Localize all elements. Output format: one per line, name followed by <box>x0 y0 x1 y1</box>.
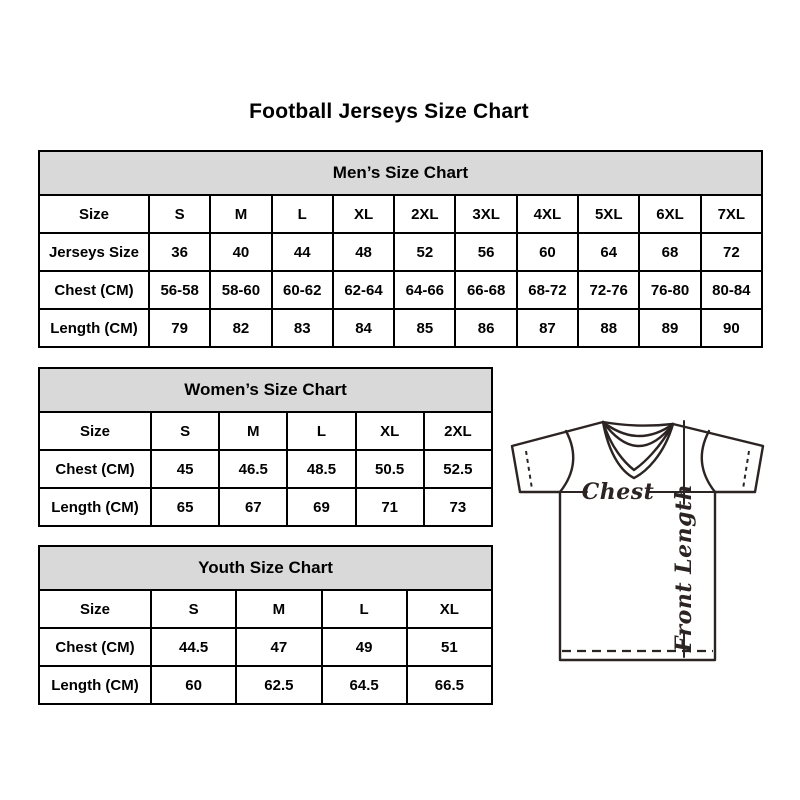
row-header-cell: Jerseys Size <box>39 233 149 271</box>
data-cell: M <box>219 412 287 450</box>
data-cell: 64 <box>578 233 639 271</box>
chest-label: Chest <box>581 479 655 505</box>
data-cell: 90 <box>701 309 762 347</box>
youth-size-table <box>38 545 493 705</box>
row-header-cell: Size <box>39 195 149 233</box>
data-cell: 83 <box>272 309 333 347</box>
data-cell: 72 <box>701 233 762 271</box>
data-cell: L <box>287 412 355 450</box>
data-cell: M <box>236 590 321 628</box>
data-cell: 44.5 <box>151 628 236 666</box>
data-cell: 62-64 <box>333 271 394 309</box>
data-cell: 62.5 <box>236 666 321 704</box>
data-cell: XL <box>407 590 492 628</box>
data-cell: 88 <box>578 309 639 347</box>
data-cell: 82 <box>210 309 271 347</box>
table-title: Women’s Size Chart <box>39 368 492 412</box>
data-cell: S <box>149 195 210 233</box>
data-cell: 64.5 <box>322 666 407 704</box>
table-row <box>39 271 762 309</box>
table-title: Youth Size Chart <box>39 546 492 590</box>
data-cell: 58-60 <box>210 271 271 309</box>
right-armhole-seam-path <box>702 431 715 492</box>
data-cell: 46.5 <box>219 450 287 488</box>
row-header-cell: Size <box>39 412 151 450</box>
data-cell: 69 <box>287 488 355 526</box>
table-row <box>39 628 492 666</box>
data-cell: 85 <box>394 309 455 347</box>
data-cell: 47 <box>236 628 321 666</box>
data-cell: 68 <box>639 233 700 271</box>
data-cell: 79 <box>149 309 210 347</box>
table-row <box>39 309 762 347</box>
data-cell: 5XL <box>578 195 639 233</box>
data-cell: 2XL <box>424 412 492 450</box>
data-cell: M <box>210 195 271 233</box>
row-header-cell: Length (CM) <box>39 488 151 526</box>
table-row <box>39 233 762 271</box>
data-cell: 2XL <box>394 195 455 233</box>
jersey-collar-top-path <box>603 422 673 426</box>
data-cell: 87 <box>517 309 578 347</box>
table-row <box>39 450 492 488</box>
data-cell: 45 <box>151 450 219 488</box>
mens-size-table <box>38 150 763 348</box>
jersey-outline-path <box>512 422 763 660</box>
data-cell: L <box>272 195 333 233</box>
data-cell: 73 <box>424 488 492 526</box>
table-row <box>39 666 492 704</box>
row-header-cell: Chest (CM) <box>39 271 149 309</box>
data-cell: 66.5 <box>407 666 492 704</box>
womens-size-table <box>38 367 493 527</box>
data-cell: 36 <box>149 233 210 271</box>
left-armhole-seam-path <box>560 431 573 492</box>
left-cuff-stitch-dash <box>526 451 532 489</box>
data-cell: 56 <box>455 233 516 271</box>
data-cell: 50.5 <box>356 450 424 488</box>
data-cell: 52 <box>394 233 455 271</box>
data-cell: S <box>151 590 236 628</box>
data-cell: 72-76 <box>578 271 639 309</box>
data-cell: 64-66 <box>394 271 455 309</box>
data-cell: 60 <box>517 233 578 271</box>
table-row <box>39 195 762 233</box>
data-cell: 6XL <box>639 195 700 233</box>
row-header-cell: Length (CM) <box>39 666 151 704</box>
data-cell: 60-62 <box>272 271 333 309</box>
data-cell: 7XL <box>701 195 762 233</box>
right-cuff-stitch-dash <box>743 451 749 489</box>
data-cell: 76-80 <box>639 271 700 309</box>
data-cell: XL <box>356 412 424 450</box>
data-cell: 51 <box>407 628 492 666</box>
table-title: Men’s Size Chart <box>39 151 762 195</box>
data-cell: 66-68 <box>455 271 516 309</box>
row-header-cell: Size <box>39 590 151 628</box>
table-row <box>39 590 492 628</box>
table-row <box>39 412 492 450</box>
data-cell: 80-84 <box>701 271 762 309</box>
data-cell: 71 <box>356 488 424 526</box>
data-cell: 65 <box>151 488 219 526</box>
data-cell: 60 <box>151 666 236 704</box>
jersey-measurement-diagram <box>503 400 785 684</box>
data-cell: 40 <box>210 233 271 271</box>
data-cell: 52.5 <box>424 450 492 488</box>
data-cell: 48 <box>333 233 394 271</box>
data-cell: 44 <box>272 233 333 271</box>
data-cell: 86 <box>455 309 516 347</box>
data-cell: S <box>151 412 219 450</box>
data-cell: 68-72 <box>517 271 578 309</box>
data-cell: 84 <box>333 309 394 347</box>
page-title: Football Jerseys Size Chart <box>249 100 529 123</box>
front-length-label: Front Length <box>671 483 697 653</box>
data-cell: 4XL <box>517 195 578 233</box>
row-header-cell: Chest (CM) <box>39 450 151 488</box>
data-cell: XL <box>333 195 394 233</box>
data-cell: 89 <box>639 309 700 347</box>
data-cell: 56-58 <box>149 271 210 309</box>
row-header-cell: Chest (CM) <box>39 628 151 666</box>
data-cell: L <box>322 590 407 628</box>
row-header-cell: Length (CM) <box>39 309 149 347</box>
data-cell: 48.5 <box>287 450 355 488</box>
data-cell: 3XL <box>455 195 516 233</box>
data-cell: 67 <box>219 488 287 526</box>
data-cell: 49 <box>322 628 407 666</box>
table-row <box>39 488 492 526</box>
